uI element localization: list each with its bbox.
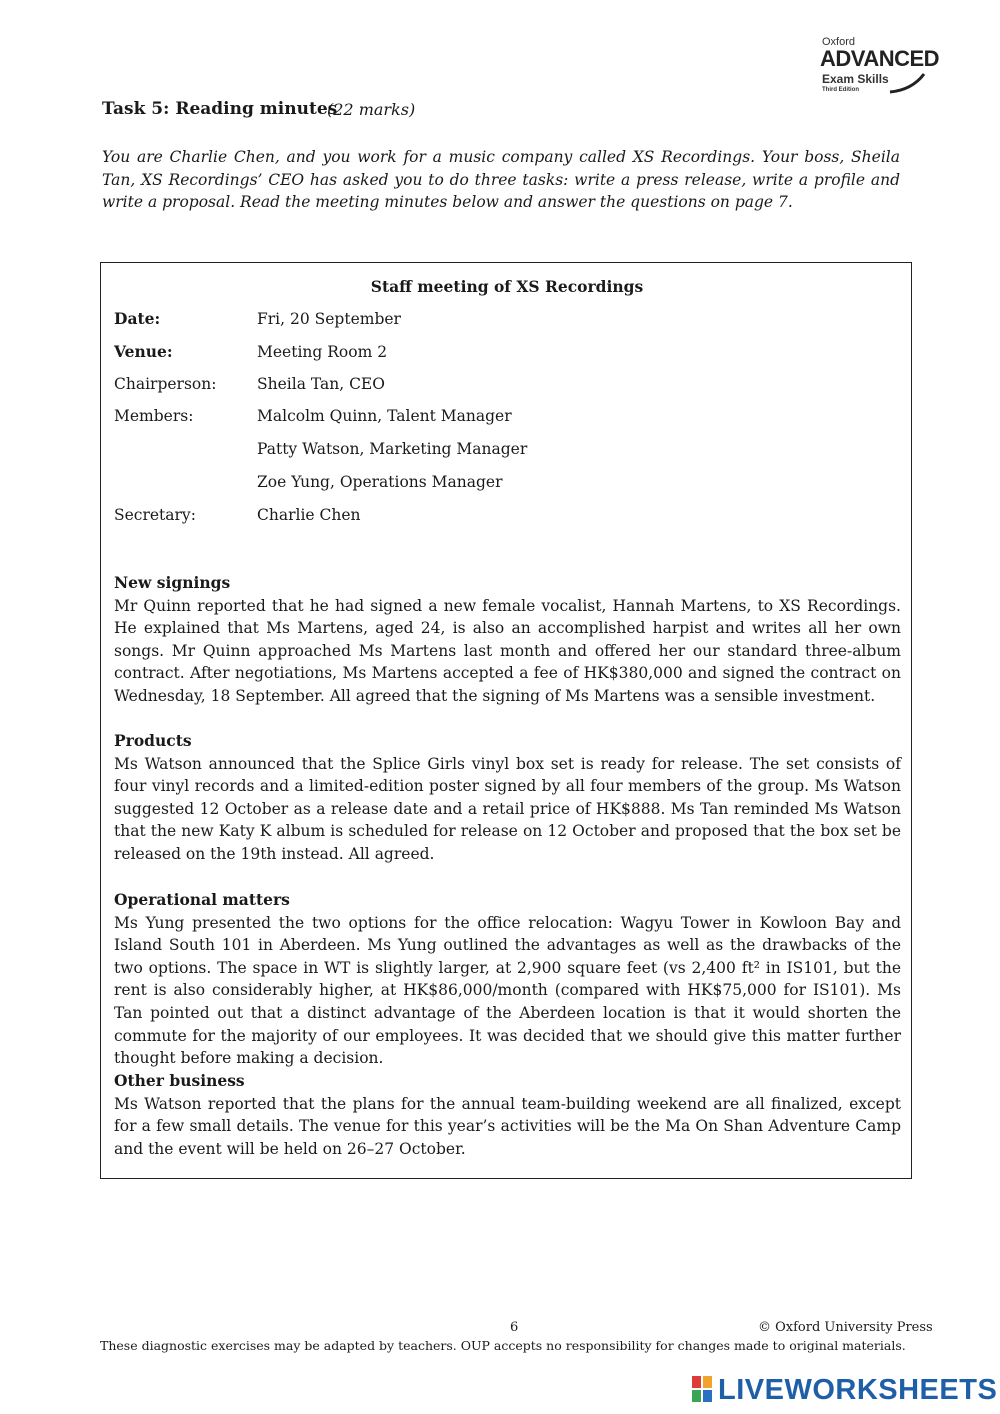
- section-heading: New signings: [114, 573, 231, 592]
- venue-row: [114, 342, 387, 361]
- task-title: Task 5: Reading minutes: [102, 99, 338, 119]
- venue-value: Meeting Room 2: [257, 343, 388, 361]
- section-body: Ms Watson announced that the Splice Girls vinyl box set is ready for release. The set consists of four vinyl records and a limited-edition poster signed by all four members of the group. Ms Watson suggested 12 October as a release date and a retail price of HK$888. Ms Tan reminded Ms Watson that the new Katy K album is scheduled for release on 12 October and proposed that the box set be released on the 19th instead. All agreed.: [114, 754, 901, 863]
- logo-exam-skills: Exam Skills: [822, 72, 889, 86]
- section-body: Mr Quinn reported that he had signed a new female vocalist, Hannah Martens, to XS Recordings. He explained that Ms Martens, aged 24, is also an accomplished harpist and writes all her own songs. Mr Quinn approached Ms Martens last month and offered her our standard three-album contract. After negotiations, Ms Martens accepted a fee of HK$380,000 and signed the contract on Wednesday, 18 September. All agreed that the signing of Ms Martens was a sensible investment.: [114, 596, 901, 705]
- members-row-3: [114, 473, 503, 491]
- liveworksheets-logo-icon: [692, 1376, 714, 1404]
- copyright: © Oxford University Press: [758, 1320, 933, 1335]
- secretary-value: Charlie Chen: [257, 506, 361, 524]
- logo-swoosh-icon: [888, 72, 928, 94]
- minutes-title: Staff meeting of XS Recordings: [370, 277, 644, 296]
- venue-label: Venue:: [114, 342, 173, 361]
- secretary-label: Secretary:: [114, 506, 196, 524]
- oxford-advanced-logo: [818, 36, 940, 98]
- section-heading: Products: [114, 731, 192, 750]
- task-intro: You are Charlie Chen, and you work for a music company called XS Recordings. Your boss, Sheila Tan, XS Recordings’ CEO has asked you to do three tasks: write a press release, write a profile and write a proposal. Read the meeting minutes below and answer the questions on page 7.: [102, 148, 900, 211]
- logo-edition: Third Edition: [822, 87, 859, 93]
- section-products: [114, 730, 901, 866]
- section-other-business: [114, 1070, 901, 1160]
- date-value: Fri, 20 September: [257, 310, 401, 328]
- member-item: Patty Watson, Marketing Manager: [257, 440, 528, 458]
- section-heading: Other business: [114, 1071, 245, 1090]
- chair-label: Chairperson:: [114, 375, 217, 393]
- members-row: [114, 407, 512, 425]
- liveworksheets-watermark: [692, 1372, 997, 1408]
- members-label: Members:: [114, 407, 194, 425]
- section-body: Ms Yung presented the two options for the office relocation: Wagyu Tower in Kowloon Bay and Island South 101 in Aberdeen. Ms Yung outlined the advantages as well as the drawbacks of the two options. The space in WT is slightly larger, at 2,900 square feet (vs 2,400 ft² in IS101, but the rent is also considerably higher, at HK$86,000/month (compared with HK$75,000 for IS101). Ms Tan pointed out that a distinct advantage of the Aberdeen location is that it would shorten the commute for the majority of our employees. It was decided that we should give this matter further thought before making a decision.: [114, 913, 901, 1068]
- section-operational-matters: [114, 889, 901, 1070]
- chair-value: Sheila Tan, CEO: [257, 375, 385, 393]
- minutes-box: [100, 262, 912, 1179]
- member-item: Zoe Yung, Operations Manager: [257, 473, 503, 491]
- section-heading: Operational matters: [114, 890, 290, 909]
- date-label: Date:: [114, 309, 161, 328]
- member-item: Malcolm Quinn, Talent Manager: [257, 407, 512, 425]
- logo-oxford: Oxford: [822, 36, 856, 48]
- logo-advanced: ADVANCED: [820, 46, 940, 71]
- disclaimer: These diagnostic exercises may be adapted by teachers. OUP accepts no responsibility for changes made to original materials.: [100, 1338, 906, 1353]
- liveworksheets-text: LIVEWORKSHEETS: [718, 1373, 998, 1406]
- page-number: 6: [510, 1320, 519, 1335]
- secretary-row: [114, 506, 361, 524]
- section-body: Ms Watson reported that the plans for the annual team-building weekend are all finalized, except for a few small details. The venue for this year’s activities will be the Ma On Shan Adventure Camp and the event will be held on 26–27 October.: [114, 1094, 901, 1158]
- members-row-2: [114, 440, 527, 458]
- task-marks: (22 marks): [327, 100, 416, 119]
- date-row: [114, 309, 401, 328]
- section-new-signings: [114, 572, 901, 708]
- chair-row: [114, 375, 385, 393]
